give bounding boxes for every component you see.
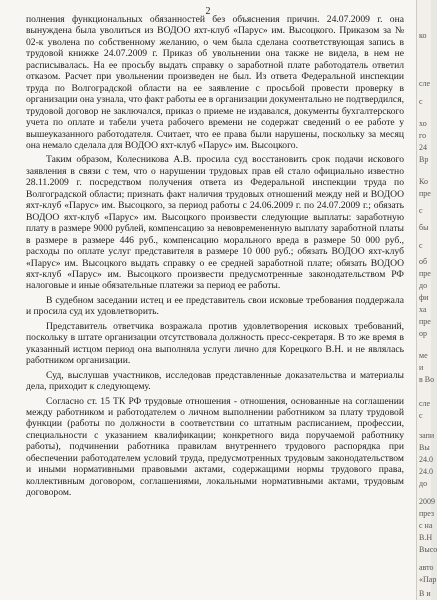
fragment: до bbox=[419, 479, 428, 488]
fragment: пре bbox=[419, 269, 431, 278]
fragment: ко bbox=[419, 31, 427, 40]
fragment: с bbox=[419, 241, 423, 250]
fragment: 24.0 bbox=[419, 455, 433, 464]
fragment: с на bbox=[419, 521, 433, 530]
fragment: ор bbox=[419, 329, 427, 338]
fragment: с bbox=[419, 411, 423, 420]
fragment: го bbox=[419, 131, 427, 140]
fragment: хо bbox=[419, 119, 427, 128]
fragment: фи bbox=[419, 293, 429, 302]
adjacent-page-edge bbox=[416, 0, 437, 600]
fragment: пре bbox=[419, 189, 431, 198]
fragment: ме bbox=[419, 351, 428, 360]
fragment: «Пар bbox=[419, 575, 437, 584]
fragment: авто bbox=[419, 563, 434, 572]
fragment: през bbox=[419, 509, 435, 518]
fragment: Ко bbox=[419, 177, 428, 186]
fragment: до bbox=[419, 281, 428, 290]
paragraph-5: Суд, выслушав участников, исследовав представленные доказательства и материалы дела, приходит к следующему. bbox=[26, 369, 404, 393]
page-number: 2 bbox=[205, 6, 211, 17]
fragment: сле bbox=[419, 399, 431, 408]
fragment: Вр bbox=[419, 155, 429, 164]
fragment: 2009 bbox=[419, 497, 435, 506]
fragment: с bbox=[419, 206, 423, 215]
fragment: об bbox=[419, 257, 428, 266]
fragment: в Во bbox=[419, 375, 435, 384]
fragment: 24.0 bbox=[419, 467, 433, 476]
fragment: пре bbox=[419, 317, 431, 326]
fragment: В и bbox=[419, 589, 431, 598]
paragraph-2: Таким образом, Колесникова А.В. просила суд восстановить срок подачи искового заявления в связи с тем, что о нарушении трудовых прав ей стало официально известно 28.11.2009 г. посредством получения ответа из Федеральной инспекции труда по Волгоградской области; признать факт наличия трудовых отношений между ней и ВОДОО яхт-клуб «Парус» им. Высоцкого, за период работы с 24.06.2009 г. по 24.07.2009 г.; обязать ВОДОО яхт-клуб «Парус» им. Высоцкого произвести следующие выплаты: заработную плату в размере 9000 рублей, компенсацию за невовремененную выплату заработной платы в размере в размере 446 руб., компенсацию морального вреда в размере 50 000 руб., расходы по оплате услуг представителя в размере 10 000 руб.; обязать ВОДОО яхт-клуб «Парус» им. Высоцкого выдать справку о ее средней заработной плате; обязать ВОДОО яхт-клуб «Парус» им. Высоцкого произвести предусмотренные законодательством РФ налоговые и иные обязательные платежи за период ее работы. bbox=[26, 154, 404, 292]
paragraph-4: Представитель ответчика возражала против удовлетворения исковых требований, поскольку в штате организации отсутствовала должность пресс-секретаря. В то же время в указанный истцом период она выполняла услуги лично для Корецкого В.Н. и не являлась работником организации. bbox=[26, 320, 404, 367]
document-body bbox=[26, 14, 404, 499]
fragment: сле bbox=[419, 79, 431, 88]
fragment: В.Н bbox=[419, 533, 433, 542]
fragment: Вы bbox=[419, 443, 430, 452]
fragment: ха bbox=[419, 305, 427, 314]
fragment: с bbox=[419, 97, 423, 106]
paragraph-3: В судебном заседании истец и ее представитель свои исковые требования поддержала и просила суд их удовлетворить. bbox=[26, 294, 404, 318]
fragment: 24 bbox=[419, 143, 427, 152]
fragment: бы bbox=[419, 223, 429, 232]
fragment: и bbox=[419, 363, 424, 372]
paragraph-1: полнения функциональных обязанностей без объяснения причин. 24.07.2009 г. она вынуждена была уволиться из ВОДОО яхт-клуб «Парус» им. Высоцкого. Приказом за № 02-к уволена по собственному желанию, о чем была сделана соответствующая запись в трудовой книжке 24.07.2009 г. Приказ об увольнении она также не видела, в нем не расписывалась. На ее просьбу выдать справку о заработной плате работодатель ответил отказом. Расчет при увольнении произведен не был. Из ответа Федеральной инспекции труда по Волгоградской области на ее заявление с просьбой провести проверку в организации она узнала, что факт работы ее в организации документально не подтвердился, трудовой договор не заключался, приказ о приеме не издавался, документы бухгалтерского учета по оплате и табели учета рабочего времени не содержат сведений о ее работе у вышеуказанного работодателя. Считает, что ее права были нарушены, поскольку за месяц она немало сделала для ВОДОО яхт-клуб «Парус» им. Высоцкого. bbox=[26, 14, 404, 151]
fragment: Высо bbox=[419, 545, 437, 554]
paragraph-6: Согласно ст. 15 ТК РФ трудовые отношения - отношения, основанные на соглашении между работником и работодателем о личном выполнении работником за плату трудовой функции (работы по должности в соответствии со штатным расписанием, профессии, специальности с указанием квалификации; конкретного вида поручаемой работнику работы), подчинении работника правилам внутреннего трудового распорядка при обеспечении работодателем условий труда, предусмотренных трудовым законодательством и иными нормативными правовыми актами, содержащими нормы трудового права, коллективным договором, соглашениями, локальными нормативными актами, трудовым договором. bbox=[26, 395, 404, 499]
fragment: запи bbox=[419, 431, 435, 440]
